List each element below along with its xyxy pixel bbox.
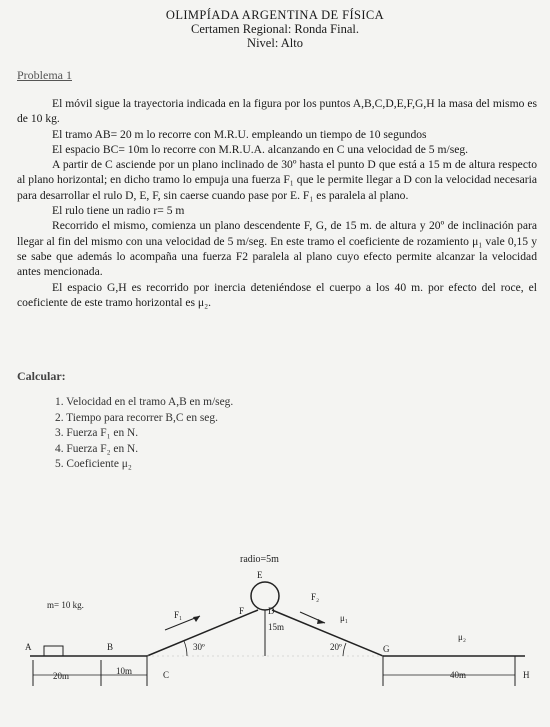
- dim-bc-label: 10m: [116, 666, 133, 676]
- dim-ab-label: 20m: [53, 671, 70, 681]
- paragraph: El móvil sigue la trayectoria indicada en la figura por los puntos A,B,C,D,E,F,G,H la masa del mismo es de 10 kg.: [17, 97, 537, 126]
- paragraph: El tramo AB= 20 m lo recorre con M.R.U. empleando un tiempo de 10 segundos: [52, 127, 427, 141]
- loop-circle: [251, 582, 279, 610]
- header-subtitle: Certamen Regional: Ronda Final.: [190, 22, 360, 36]
- angle-20-label: 20º: [330, 642, 342, 652]
- header-level: Nivel: Alto: [247, 36, 303, 50]
- calc-item: 3. Fuerza F₁ en N.: [55, 427, 139, 440]
- paragraph: El rulo tiene un radio r= 5 m: [52, 204, 185, 218]
- paragraph: Recorrido el mismo, comienza un plano descendente F, G, de 15 m. de altura y 20º de inclinación para llegar al fin del mismo con una velocidad de 5 m/seg. En este tramo el coeficiente de rozamiento μ₁ vale 0,15 y se sabe que además lo acompaña una fuerza F2 paralela al plano cuyo efecto permite alcanzar la velocidad antes mencionada.: [17, 219, 537, 279]
- header-title: OLIMPÍADA ARGENTINA DE FÍSICA: [165, 8, 385, 22]
- point-g-label: G: [383, 644, 390, 654]
- mu1-label: μ₁: [340, 613, 348, 623]
- f1-arrowhead: [193, 616, 200, 622]
- point-d-label: D: [268, 606, 275, 616]
- trajectory-diagram: [0, 540, 550, 727]
- point-e-label: E: [257, 570, 263, 580]
- dim-gh-label: 40m: [450, 670, 467, 680]
- calc-item: 5. Coeficiente μ₂: [55, 458, 132, 471]
- calc-title: Calcular:: [17, 369, 66, 383]
- paragraph: El espacio BC= 10m lo recorre con M.R.U.A. alcanzando en C una velocidad de 5 m/seg.: [52, 142, 469, 156]
- point-a-label: A: [25, 642, 32, 652]
- block: [44, 646, 63, 656]
- point-c-label: C: [163, 670, 170, 680]
- problem-statement: [17, 96, 537, 310]
- paragraph: El espacio G,H es recorrido por inercia deteniéndose el cuerpo a los 40 m. por efecto del roce, el coeficiente de este tramo horizontal es μ₂.: [17, 280, 537, 309]
- angle-20-arc: [343, 643, 346, 656]
- radio-label: radio=5m: [240, 554, 279, 565]
- header: [0, 8, 550, 50]
- calc-item: 2. Tiempo para recorrer B,C en seg.: [55, 411, 218, 424]
- calc-list: [55, 395, 233, 473]
- calc-item: 4. Fuerza F₂ en N.: [55, 442, 139, 455]
- incline-down: [272, 610, 383, 656]
- mu2-label: μ₂: [458, 632, 466, 642]
- angle-30-label: 30º: [193, 642, 205, 652]
- height-label: 15m: [268, 622, 285, 632]
- calc-item: 1. Velocidad en el tramo A,B en m/seg.: [55, 396, 234, 408]
- mass-label: m= 10 kg.: [47, 600, 84, 610]
- problem-title: Problema 1: [17, 68, 72, 82]
- point-h-label: H: [523, 670, 530, 680]
- f2-arrowhead: [317, 619, 325, 624]
- f2-label: F₂: [311, 592, 320, 602]
- point-b-label: B: [107, 642, 114, 652]
- paragraph: A partir de C asciende por un plano inclinado de 30º hasta el punto D que está a 15 m de altura respecto al plano horizontal; en dicho tramo lo empuja una fuerza F₁ que le permite llegar a D con la velocidad necesaria para desarrollar el rulo D, E, F, sin caerse cuando pase por E. F₁ es paralela al plano.: [17, 158, 537, 202]
- angle-30-arc: [184, 641, 187, 656]
- point-f-label: F: [239, 606, 245, 616]
- f1-label: F₁: [174, 610, 183, 620]
